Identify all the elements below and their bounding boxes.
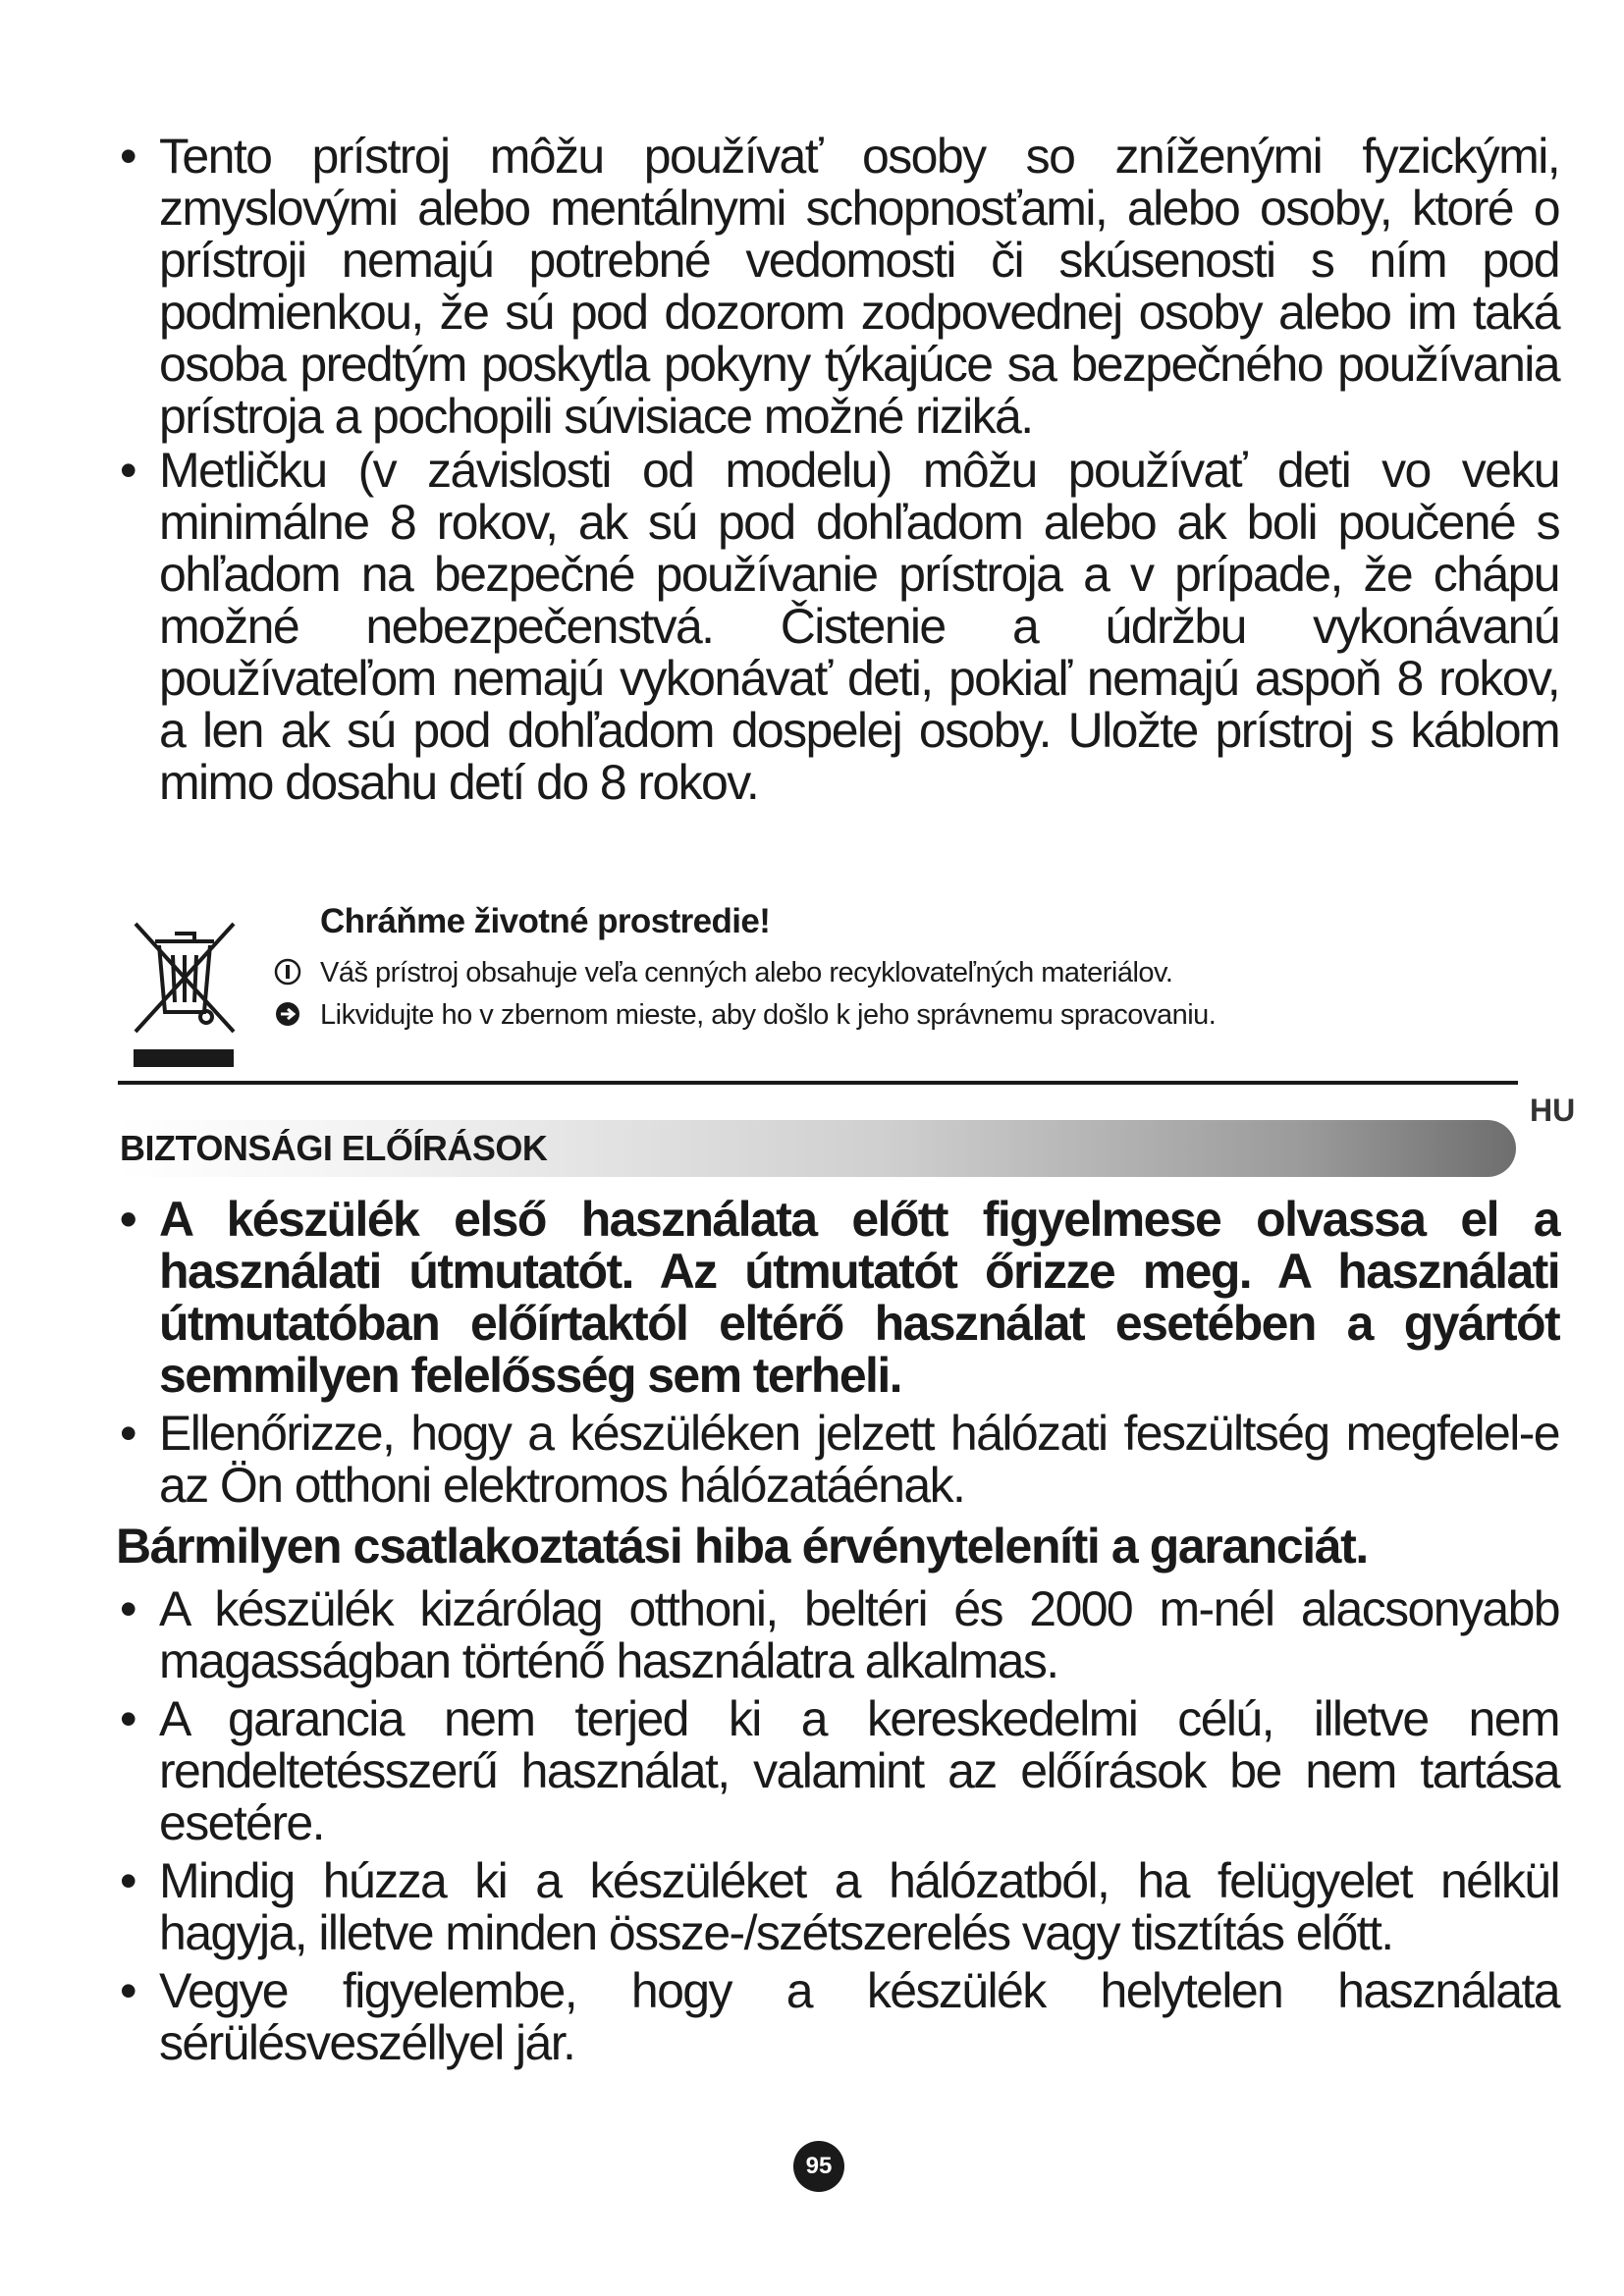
warning-item bbox=[116, 1518, 1559, 1577]
slovak-safety-list bbox=[116, 131, 1559, 811]
bullet-text: Metličku (v závislosti od modelu) môžu používať deti vo veku minimálne 8 rokov, ak sú pod dohľadom alebo ak boli poučené s ohľadom na bezpečné používanie prístroja a v prípade, že chápu možné nebezpečenstvá. Čistenie a údržbu vykonávanú používateľom nemajú vykonávať deti, pokiaľ nemajú aspoň 8 rokov, a len ak sú pod dohľadom dospelej osoby. Uložte prístroj s káblom mimo dosahu detí do 8 rokov. bbox=[159, 443, 1559, 810]
info-circle-icon bbox=[273, 957, 302, 987]
environment-line bbox=[273, 999, 1216, 1032]
bullet-text: Mindig húzza ki a készüléket a hálózatból, ha felügyelet nélkül hagyja, illetve minden össze-/szétszerelés vagy tisztítás előtt. bbox=[159, 1853, 1559, 1960]
bullet-text: A készülék első használata előtt figyelmese olvassa el a használati útmutatót. Az útmutatót őrizze meg. A használati útmutatóban előírtaktól eltérő használat esetében a gyártót semmilyen felelősség sem terheli. bbox=[159, 1192, 1559, 1403]
list-item bbox=[116, 445, 1559, 809]
section-header bbox=[118, 1120, 1516, 1177]
environment-line-text: Váš prístroj obsahuje veľa cenných alebo recyklovateľných materiálov. bbox=[320, 957, 1173, 988]
page-number: 95 bbox=[793, 2141, 844, 2192]
warning-text: Bármilyen csatlakoztatási hiba érvényteleníti a garanciát. bbox=[116, 1519, 1368, 1574]
section-divider bbox=[118, 1081, 1518, 1085]
bullet-dot: • bbox=[120, 1192, 135, 1247]
bullet-dot: • bbox=[120, 1963, 135, 2018]
environment-line-text: Likvidujte ho v zbernom mieste, aby došlo k jeho správnemu spracovaniu. bbox=[320, 999, 1217, 1031]
environment-line bbox=[273, 957, 1172, 989]
bullet-text: Vegye figyelembe, hogy a készülék helytelen használata sérülésveszéllyel jár. bbox=[159, 1963, 1559, 2070]
list-item bbox=[116, 1194, 1559, 1402]
language-tag: HU bbox=[1530, 1093, 1576, 1128]
bullet-dot: • bbox=[120, 129, 135, 184]
section-title: BIZTONSÁGI ELŐÍRÁSOK bbox=[120, 1128, 548, 1168]
arrow-right-icon bbox=[273, 999, 302, 1029]
bullet-text: A készülék kizárólag otthoni, beltéri és 2000 m-nél alacsonyabb magasságban történő használatra alkalmas. bbox=[159, 1581, 1559, 1688]
bullet-dot: • bbox=[120, 1691, 135, 1746]
bullet-dot: • bbox=[120, 1406, 135, 1461]
bullet-dot: • bbox=[120, 443, 135, 498]
list-item bbox=[116, 1965, 1559, 2069]
list-item bbox=[116, 1583, 1559, 1687]
list-item bbox=[116, 131, 1559, 443]
bullet-text: A garancia nem terjed ki a kereskedelmi célú, illetve nem rendeltetésszerű használat, valamint az előírások be nem tartása esetére. bbox=[159, 1691, 1559, 1850]
list-item bbox=[116, 1693, 1559, 1849]
bullet-dot: • bbox=[120, 1581, 135, 1636]
bullet-text: Tento prístroj môžu používať osoby so zníženými fyzickými, zmyslovými alebo mentálnymi schopnosťami, alebo osoby, ktoré o prístroji nemajú potrebné vedomosti či skúsenosti s ním pod podmienkou, že sú pod dozorom zodpovednej osoby alebo im taká osoba predtým poskytla pokyny týkajúce sa bezpečného používania prístroja a pochopili súvisiace možné riziká. bbox=[159, 129, 1559, 444]
environment-title: Chráňme životné prostredie! bbox=[320, 902, 771, 940]
crossed-out-wheelie-bin-icon bbox=[126, 904, 244, 1071]
bullet-dot: • bbox=[120, 1853, 135, 1908]
list-item bbox=[116, 1408, 1559, 1512]
list-item bbox=[116, 1855, 1559, 1959]
environment-notice bbox=[126, 898, 1520, 1075]
bullet-text: Ellenőrizze, hogy a készüléken jelzett hálózati feszültség megfelel-e az Ön otthoni elektromos hálózatáénak. bbox=[159, 1406, 1559, 1513]
hungarian-safety-list bbox=[116, 1194, 1559, 2075]
